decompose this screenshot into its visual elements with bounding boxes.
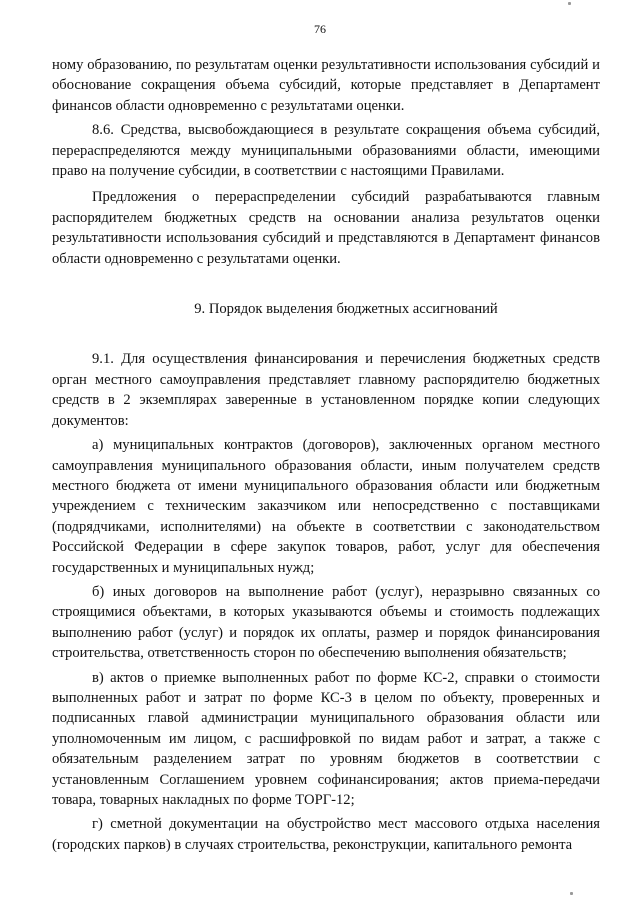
scan-artifact-bottom — [570, 892, 573, 895]
list-item-a: а) муниципальных контрактов (договоров), заключенных органом местного самоуправления муниципального образования области, иным получателем средств местного бюджета от имени муниципального образования области или бюджетным учреждением с техническим заказчиком или непосредственно с поставщиками (подрядчиками, исполнителями) на объекте в соответствии с законодательством Российской Федерации в сфере закупок товаров, работ, услуг для обеспечения государственных и муниципальных нужд; — [52, 437, 600, 576]
paragraph-continuation: ному образованию, по результатам оценки результативности использования субсидий и обоснование сокращения объема субсидий, которые представляет в Департамент финансов области одновременно с результатами оценки. — [52, 57, 600, 114]
document-body — [52, 55, 600, 855]
list-item-v: в) актов о приемке выполненных работ по форме КС-2, справки о стоимости выполненных работ и затрат по форме КС-3 в целом по объекту, проверенных и подписанных главой администрации муниципального образования области или уполномоченным им лицом, с расшифровкой по видам работ и затрат, а также с обязательным разделением затрат по уровням бюджетов в соответствии с установленным Соглашением уровнем софинансирования; актов приема-передачи товара, товарных накладных по форме ТОРГ-12; — [52, 669, 600, 808]
section-heading: 9. Порядок выделения бюджетных ассигнований — [194, 301, 498, 318]
page-number: 76 — [314, 22, 326, 36]
paragraph-9-1: 9.1. Для осуществления финансирования и перечисления бюджетных средств орган местного самоуправления представляет главному распорядителю бюджетных средств в 2 экземплярах заверенные в установленном порядке копии следующих документов: — [52, 351, 600, 429]
paragraph-8-6: 8.6. Средства, высвобождающиеся в результате сокращения объема субсидий, перераспределяются между муниципальными образованиями области, имеющими право на получение субсидии, в соответствии с настоящими Правилами. — [52, 122, 600, 180]
list-item-b: б) иных договоров на выполнение работ (услуг), неразрывно связанных со строящимися объектами, в которых указываются объемы и стоимость подлежащих выполнению работ (услуг) и порядок их оплаты, размер и порядок финансирования строительства, ответственность сторон по обеспечению выполнения обязательств; — [52, 583, 600, 662]
paragraph-redistribution-proposals: Предложения о перераспределении субсидий разрабатываются главным распорядителем бюджетных средств на основании анализа результатов оценки результативности использования субсидий и представляются в Департамент финансов области одновременно с результатами оценки. — [52, 189, 600, 267]
list-item-g: г) сметной документации на обустройство мест массового отдыха населения (городских парков) в случаях строительства, реконструкции, капитального ремонта — [52, 816, 600, 853]
scan-artifact-top — [568, 2, 571, 5]
